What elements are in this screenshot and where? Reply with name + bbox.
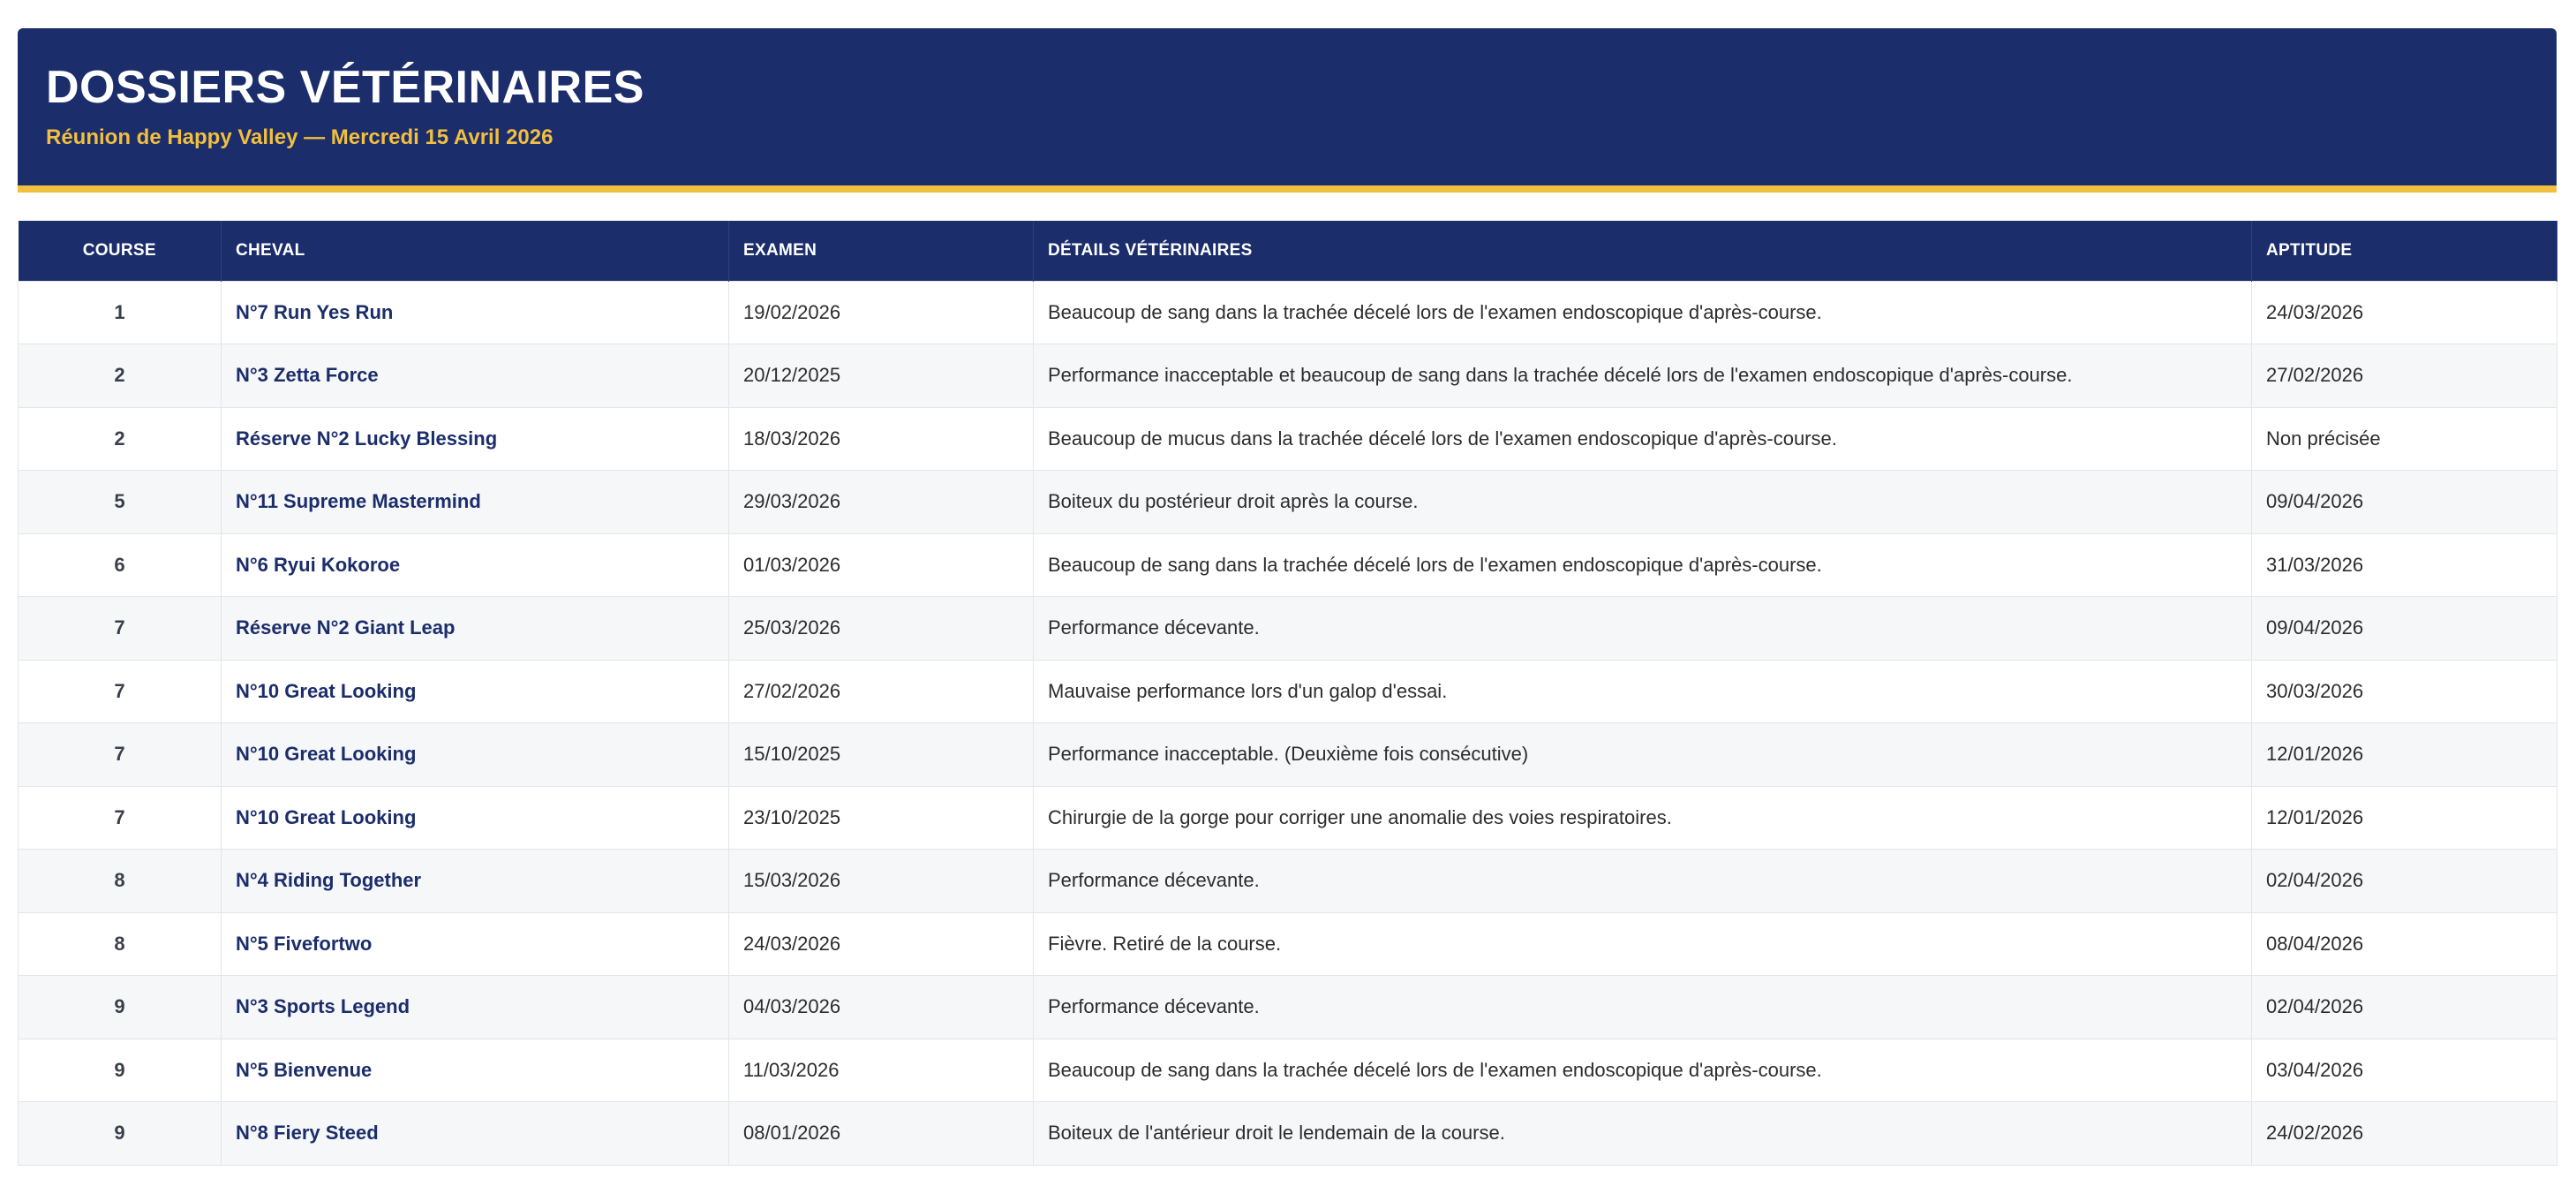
table-row[interactable] <box>19 912 2557 976</box>
table-row[interactable] <box>19 597 2557 661</box>
cell-aptitude: Non précisée <box>2252 407 2557 471</box>
cell-exam-date: 19/02/2026 <box>729 281 1034 344</box>
cell-vet-details: Beaucoup de sang dans la trachée décelé lors de l'examen endoscopique d'après-course. <box>1034 533 2252 597</box>
cell-aptitude: 31/03/2026 <box>2252 533 2557 597</box>
page-header <box>18 28 2557 185</box>
cell-course: 7 <box>19 786 222 850</box>
cell-vet-details: Performance décevante. <box>1034 976 2252 1039</box>
cell-exam-date: 29/03/2026 <box>729 471 1034 534</box>
cell-aptitude: 08/04/2026 <box>2252 912 2557 976</box>
cell-vet-details: Beaucoup de sang dans la trachée décelé lors de l'examen endoscopique d'après-course. <box>1034 281 2252 344</box>
cell-horse[interactable]: N°3 Sports Legend <box>222 976 729 1039</box>
cell-aptitude: 24/03/2026 <box>2252 281 2557 344</box>
cell-course: 9 <box>19 1102 222 1166</box>
cell-vet-details: Boiteux du postérieur droit après la course. <box>1034 471 2252 534</box>
cell-horse[interactable]: Réserve N°2 Giant Leap <box>222 597 729 661</box>
column-header-details[interactable]: DÉTAILS VÉTÉRINAIRES <box>1034 221 2252 281</box>
cell-horse[interactable]: Réserve N°2 Lucky Blessing <box>222 407 729 471</box>
cell-vet-details: Boiteux de l'antérieur droit le lendemain de la course. <box>1034 1102 2252 1166</box>
cell-horse[interactable]: N°11 Supreme Mastermind <box>222 471 729 534</box>
cell-course: 9 <box>19 976 222 1039</box>
cell-horse[interactable]: N°5 Fivefortwo <box>222 912 729 976</box>
cell-course: 6 <box>19 533 222 597</box>
cell-aptitude: 12/01/2026 <box>2252 723 2557 787</box>
cell-exam-date: 08/01/2026 <box>729 1102 1034 1166</box>
cell-course: 7 <box>19 597 222 661</box>
cell-aptitude: 12/01/2026 <box>2252 786 2557 850</box>
cell-exam-date: 01/03/2026 <box>729 533 1034 597</box>
cell-vet-details: Mauvaise performance lors d'un galop d'essai. <box>1034 660 2252 723</box>
cell-exam-date: 18/03/2026 <box>729 407 1034 471</box>
cell-course: 7 <box>19 723 222 787</box>
cell-aptitude: 02/04/2026 <box>2252 850 2557 913</box>
cell-horse[interactable]: N°7 Run Yes Run <box>222 281 729 344</box>
cell-exam-date: 15/03/2026 <box>729 850 1034 913</box>
cell-vet-details: Performance décevante. <box>1034 597 2252 661</box>
cell-horse[interactable]: N°4 Riding Together <box>222 850 729 913</box>
cell-course: 1 <box>19 281 222 344</box>
cell-exam-date: 27/02/2026 <box>729 660 1034 723</box>
cell-horse[interactable]: N°3 Zetta Force <box>222 344 729 408</box>
cell-exam-date: 24/03/2026 <box>729 912 1034 976</box>
cell-vet-details: Chirurgie de la gorge pour corriger une anomalie des voies respiratoires. <box>1034 786 2252 850</box>
cell-exam-date: 20/12/2025 <box>729 344 1034 408</box>
cell-course: 7 <box>19 660 222 723</box>
cell-course: 8 <box>19 850 222 913</box>
cell-exam-date: 04/03/2026 <box>729 976 1034 1039</box>
cell-horse[interactable]: N°8 Fiery Steed <box>222 1102 729 1166</box>
table-row[interactable] <box>19 1039 2557 1102</box>
table-row[interactable] <box>19 407 2557 471</box>
cell-horse[interactable]: N°6 Ryui Kokoroe <box>222 533 729 597</box>
cell-course: 5 <box>19 471 222 534</box>
table-header-row <box>19 221 2557 281</box>
cell-aptitude: 27/02/2026 <box>2252 344 2557 408</box>
cell-vet-details: Performance décevante. <box>1034 850 2252 913</box>
cell-vet-details: Performance inacceptable et beaucoup de sang dans la trachée décelé lors de l'examen endoscopique d'après-course. <box>1034 344 2252 408</box>
table-row[interactable] <box>19 786 2557 850</box>
header-accent-bar <box>18 185 2557 193</box>
cell-exam-date: 11/03/2026 <box>729 1039 1034 1102</box>
cell-vet-details: Performance inacceptable. (Deuxième fois consécutive) <box>1034 723 2252 787</box>
cell-aptitude: 03/04/2026 <box>2252 1039 2557 1102</box>
cell-vet-details: Fièvre. Retiré de la course. <box>1034 912 2252 976</box>
cell-aptitude: 24/02/2026 <box>2252 1102 2557 1166</box>
cell-exam-date: 15/10/2025 <box>729 723 1034 787</box>
table-row[interactable] <box>19 1102 2557 1166</box>
cell-exam-date: 25/03/2026 <box>729 597 1034 661</box>
cell-course: 2 <box>19 344 222 408</box>
cell-course: 9 <box>19 1039 222 1102</box>
table-row[interactable] <box>19 976 2557 1039</box>
cell-horse[interactable]: N°10 Great Looking <box>222 786 729 850</box>
cell-aptitude: 02/04/2026 <box>2252 976 2557 1039</box>
table-body <box>19 281 2557 1165</box>
column-header-aptitude[interactable]: APTITUDE <box>2252 221 2557 281</box>
table-row[interactable] <box>19 723 2557 787</box>
page-title: DOSSIERS VÉTÉRINAIRES <box>46 62 644 113</box>
table-row[interactable] <box>19 850 2557 913</box>
cell-horse[interactable]: N°5 Bienvenue <box>222 1039 729 1102</box>
table-row[interactable] <box>19 471 2557 534</box>
cell-aptitude: 09/04/2026 <box>2252 471 2557 534</box>
column-header-exam[interactable]: EXAMEN <box>729 221 1034 281</box>
cell-horse[interactable]: N°10 Great Looking <box>222 660 729 723</box>
cell-aptitude: 30/03/2026 <box>2252 660 2557 723</box>
cell-aptitude: 09/04/2026 <box>2252 597 2557 661</box>
vet-records-table <box>18 221 2557 1166</box>
cell-horse[interactable]: N°10 Great Looking <box>222 723 729 787</box>
cell-vet-details: Beaucoup de sang dans la trachée décelé lors de l'examen endoscopique d'après-course. <box>1034 1039 2252 1102</box>
meeting-subtitle: Réunion de Happy Valley — Mercredi 15 Avril 2026 <box>46 125 554 149</box>
column-header-horse[interactable]: CHEVAL <box>222 221 729 281</box>
table-row[interactable] <box>19 533 2557 597</box>
table-row[interactable] <box>19 344 2557 408</box>
cell-exam-date: 23/10/2025 <box>729 786 1034 850</box>
column-header-course[interactable]: COURSE <box>19 221 222 281</box>
table-row[interactable] <box>19 281 2557 344</box>
cell-course: 2 <box>19 407 222 471</box>
cell-vet-details: Beaucoup de mucus dans la trachée décelé lors de l'examen endoscopique d'après-course. <box>1034 407 2252 471</box>
table-row[interactable] <box>19 660 2557 723</box>
cell-course: 8 <box>19 912 222 976</box>
